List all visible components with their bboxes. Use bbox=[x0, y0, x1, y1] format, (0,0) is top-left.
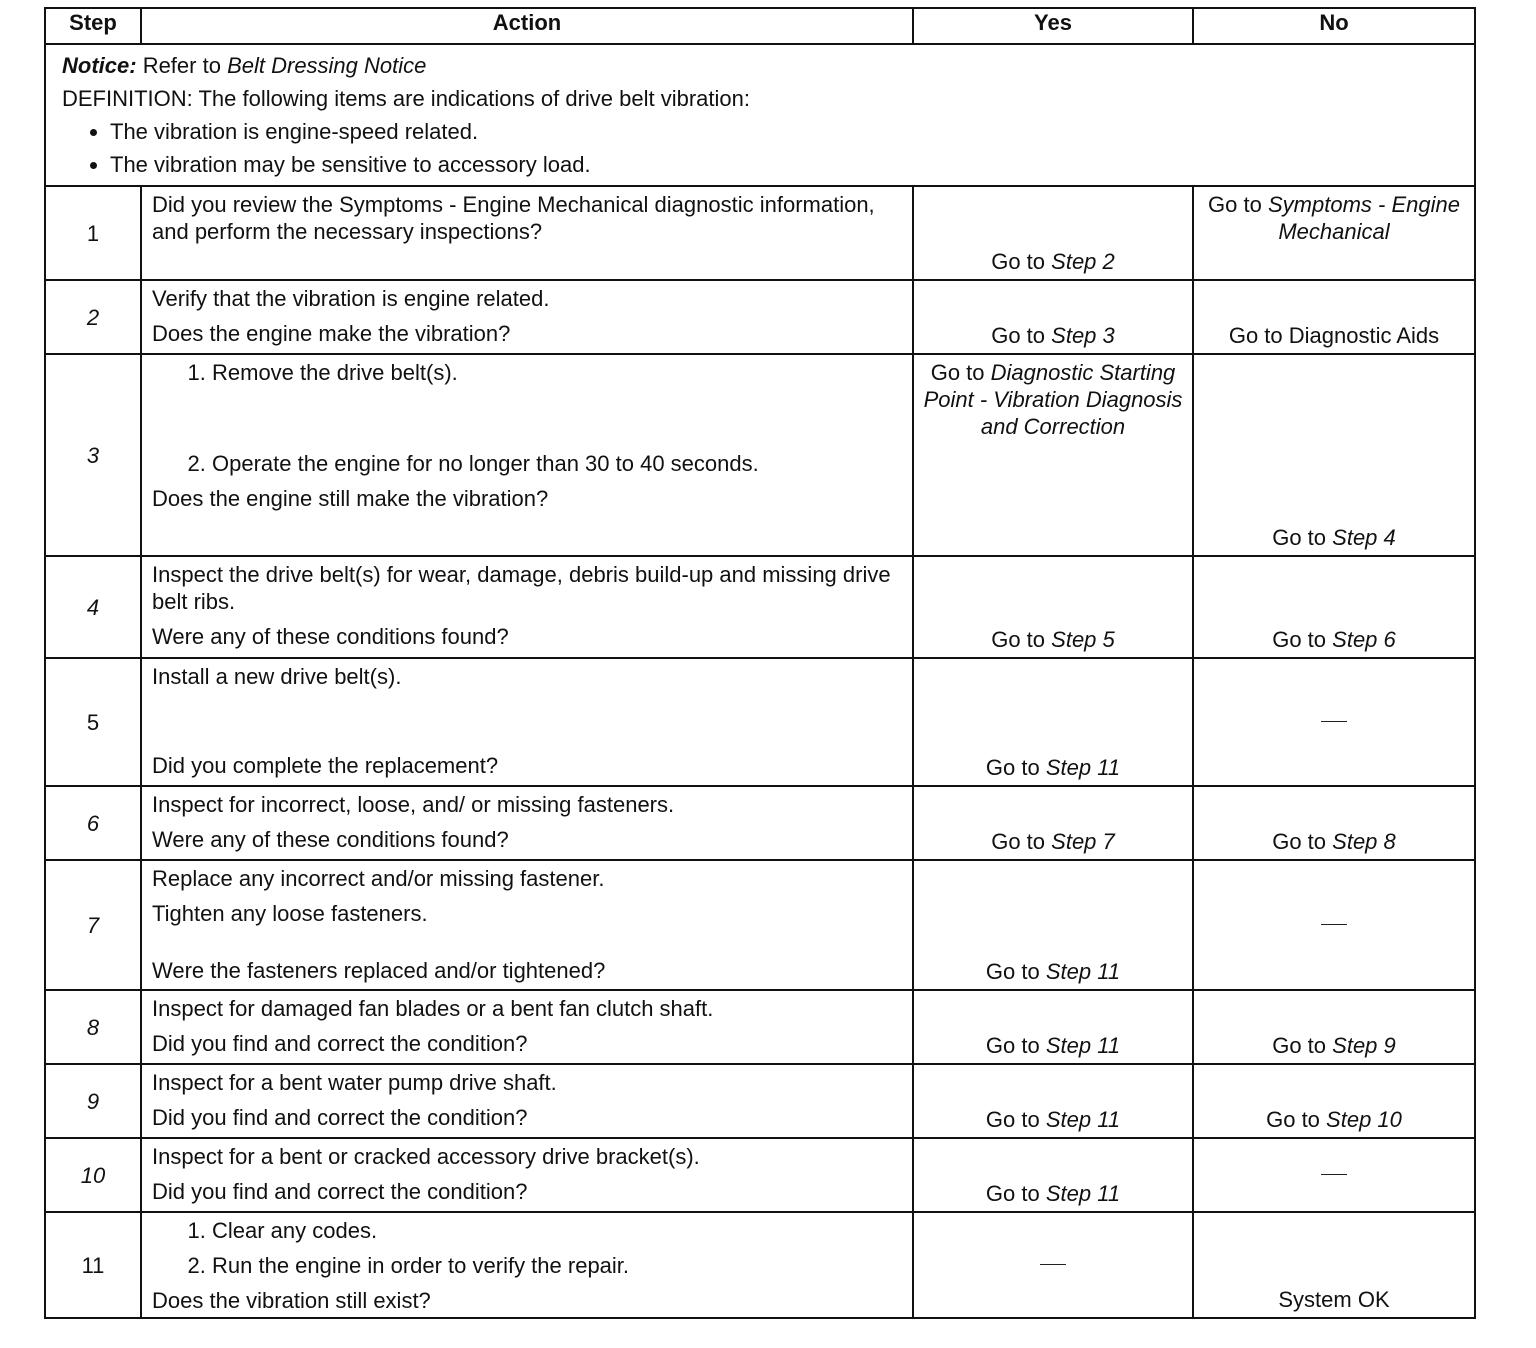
diagnostic-table bbox=[44, 7, 1476, 1319]
step-number: 7 bbox=[45, 860, 141, 990]
question-text: Does the vibration still exist? bbox=[152, 1288, 431, 1313]
step-number: 9 bbox=[45, 1064, 141, 1138]
yes-cell: Go to Step 7 bbox=[913, 786, 1193, 860]
question-text: Does the engine make the vibration? bbox=[152, 321, 511, 346]
table-row bbox=[45, 786, 1475, 860]
question-text: Did you find and correct the condition? bbox=[152, 1105, 528, 1130]
question-text: Did you find and correct the condition? bbox=[152, 1031, 528, 1056]
action-cell bbox=[141, 186, 913, 280]
table-row bbox=[45, 990, 1475, 1064]
no-ref: Step 4 bbox=[1332, 525, 1396, 550]
table-row bbox=[45, 1212, 1475, 1318]
no-ref: Step 10 bbox=[1326, 1107, 1402, 1132]
no-cell: Go to Step 6 bbox=[1193, 556, 1475, 658]
notice-ref: Belt Dressing Notice bbox=[227, 53, 427, 78]
action-cell bbox=[141, 860, 913, 990]
table-row bbox=[45, 860, 1475, 990]
action-cell bbox=[141, 556, 913, 658]
question-text: Were any of these conditions found? bbox=[152, 827, 509, 852]
header-row bbox=[45, 8, 1475, 44]
action-cell bbox=[141, 786, 913, 860]
header-yes: Yes bbox=[913, 8, 1193, 44]
action-text: Replace any incorrect and/or missing fastener. bbox=[152, 866, 605, 891]
action-cell bbox=[141, 990, 913, 1064]
action-text: Inspect for a bent water pump drive shaft. bbox=[152, 1070, 557, 1095]
action-cell bbox=[141, 658, 913, 786]
table-row bbox=[45, 280, 1475, 354]
no-cell: Go to Step 10 bbox=[1193, 1064, 1475, 1138]
yes-cell: Go to Step 2 bbox=[913, 186, 1193, 280]
no-cell: System OK bbox=[1193, 1212, 1475, 1318]
step-number: 8 bbox=[45, 990, 141, 1064]
no-cell: Go to Symptoms - Engine Mechanical bbox=[1193, 186, 1475, 280]
header-action: Action bbox=[141, 8, 913, 44]
yes-ref: Step 11 bbox=[1045, 959, 1121, 984]
yes-ref: Step 11 bbox=[1045, 1033, 1121, 1058]
step-number: 1 bbox=[45, 186, 141, 280]
dash-mark bbox=[1321, 1174, 1347, 1175]
step-number: 5 bbox=[45, 658, 141, 786]
yes-ref: Step 11 bbox=[1045, 1181, 1121, 1206]
action-text: Verify that the vibration is engine related. bbox=[152, 286, 550, 311]
action-cell bbox=[141, 1064, 913, 1138]
yes-cell: Go to Step 11 bbox=[913, 658, 1193, 786]
action-item: 1. Remove the drive belt(s). bbox=[212, 359, 906, 386]
question-text: Does the engine still make the vibration? bbox=[152, 486, 549, 511]
yes-cell: Go to Step 11 bbox=[913, 860, 1193, 990]
no-cell: Go to Diagnostic Aids bbox=[1193, 280, 1475, 354]
definition-list bbox=[62, 115, 1458, 181]
action-list bbox=[152, 1217, 906, 1279]
action-cell bbox=[141, 280, 913, 354]
yes-cell: Go to Diagnostic Starting Point - Vibration Diagnosis and Correction bbox=[913, 354, 1193, 556]
definition-bullet: • The vibration may be sensitive to accessory load. bbox=[110, 148, 1458, 181]
question-text: Did you find and correct the condition? bbox=[152, 1179, 528, 1204]
action-text: Inspect for incorrect, loose, and/ or missing fasteners. bbox=[152, 792, 675, 817]
action-text: Tighten any loose fasteners. bbox=[152, 901, 428, 926]
no-cell bbox=[1193, 1138, 1475, 1212]
yes-cell bbox=[913, 1212, 1193, 1318]
action-item: 2. Operate the engine for no longer than 30 to 40 seconds. bbox=[212, 450, 906, 477]
yes-cell: Go to Step 11 bbox=[913, 1138, 1193, 1212]
yes-cell: Go to Step 11 bbox=[913, 1064, 1193, 1138]
table-row bbox=[45, 354, 1475, 556]
yes-ref: Step 3 bbox=[1051, 323, 1115, 348]
dash-mark bbox=[1321, 721, 1347, 722]
yes-ref: Step 11 bbox=[1045, 755, 1121, 780]
no-cell: Go to Step 4 bbox=[1193, 354, 1475, 556]
notice-label: Notice: bbox=[62, 53, 137, 78]
question-text: Were any of these conditions found? bbox=[152, 624, 509, 649]
notice-prefix: Refer to bbox=[142, 53, 221, 78]
action-cell bbox=[141, 1212, 913, 1318]
dash-mark bbox=[1040, 1264, 1066, 1265]
step-number: 3 bbox=[45, 354, 141, 556]
action-cell bbox=[141, 1138, 913, 1212]
header-step: Step bbox=[45, 8, 141, 44]
dash-mark bbox=[1321, 924, 1347, 925]
table-row bbox=[45, 658, 1475, 786]
no-ref: Step 8 bbox=[1332, 829, 1396, 854]
action-item: 1. Clear any codes. bbox=[212, 1217, 906, 1244]
action-item: 2. Run the engine in order to verify the repair. bbox=[212, 1252, 906, 1279]
no-cell: Go to Step 9 bbox=[1193, 990, 1475, 1064]
step-number: 6 bbox=[45, 786, 141, 860]
action-text: Inspect the drive belt(s) for wear, damage, debris build-up and missing drive belt ribs. bbox=[152, 562, 891, 614]
header-no: No bbox=[1193, 8, 1475, 44]
no-ref: Step 6 bbox=[1332, 627, 1396, 652]
yes-cell: Go to Step 3 bbox=[913, 280, 1193, 354]
yes-ref: Step 2 bbox=[1051, 249, 1115, 274]
action-text: Install a new drive belt(s). bbox=[152, 664, 402, 689]
definition-text: DEFINITION: The following items are indications of drive belt vibration: bbox=[62, 86, 750, 111]
table-row bbox=[45, 1138, 1475, 1212]
no-cell bbox=[1193, 658, 1475, 786]
action-text: Inspect for damaged fan blades or a bent fan clutch shaft. bbox=[152, 996, 714, 1021]
step-number: 4 bbox=[45, 556, 141, 658]
step-number: 2 bbox=[45, 280, 141, 354]
yes-cell: Go to Step 5 bbox=[913, 556, 1193, 658]
yes-ref: Diagnostic Starting Point - Vibration Diagnosis and Correction bbox=[923, 360, 1183, 439]
question-text: Were the fasteners replaced and/or tightened? bbox=[152, 958, 606, 983]
yes-cell: Go to Step 11 bbox=[913, 990, 1193, 1064]
no-cell bbox=[1193, 860, 1475, 990]
action-text: Inspect for a bent or cracked accessory drive bracket(s). bbox=[152, 1144, 700, 1169]
definition-bullet: • The vibration is engine-speed related. bbox=[110, 115, 1458, 148]
action-list bbox=[152, 359, 906, 477]
no-ref: Step 9 bbox=[1332, 1033, 1396, 1058]
action-cell bbox=[141, 354, 913, 556]
yes-ref: Step 11 bbox=[1045, 1107, 1121, 1132]
notice-cell bbox=[45, 44, 1475, 186]
no-cell: Go to Step 8 bbox=[1193, 786, 1475, 860]
table-row bbox=[45, 556, 1475, 658]
notice-row bbox=[45, 44, 1475, 186]
no-ref: Symptoms - Engine Mechanical bbox=[1267, 192, 1460, 244]
table-row bbox=[45, 186, 1475, 280]
step-number: 11 bbox=[45, 1212, 141, 1318]
action-text: Did you review the Symptoms - Engine Mechanical diagnostic information, and perform the necessary inspections? bbox=[152, 192, 875, 244]
yes-ref: Step 7 bbox=[1051, 829, 1115, 854]
table-row bbox=[45, 1064, 1475, 1138]
question-text: Did you complete the replacement? bbox=[152, 753, 499, 778]
step-number: 10 bbox=[45, 1138, 141, 1212]
yes-ref: Step 5 bbox=[1051, 627, 1115, 652]
